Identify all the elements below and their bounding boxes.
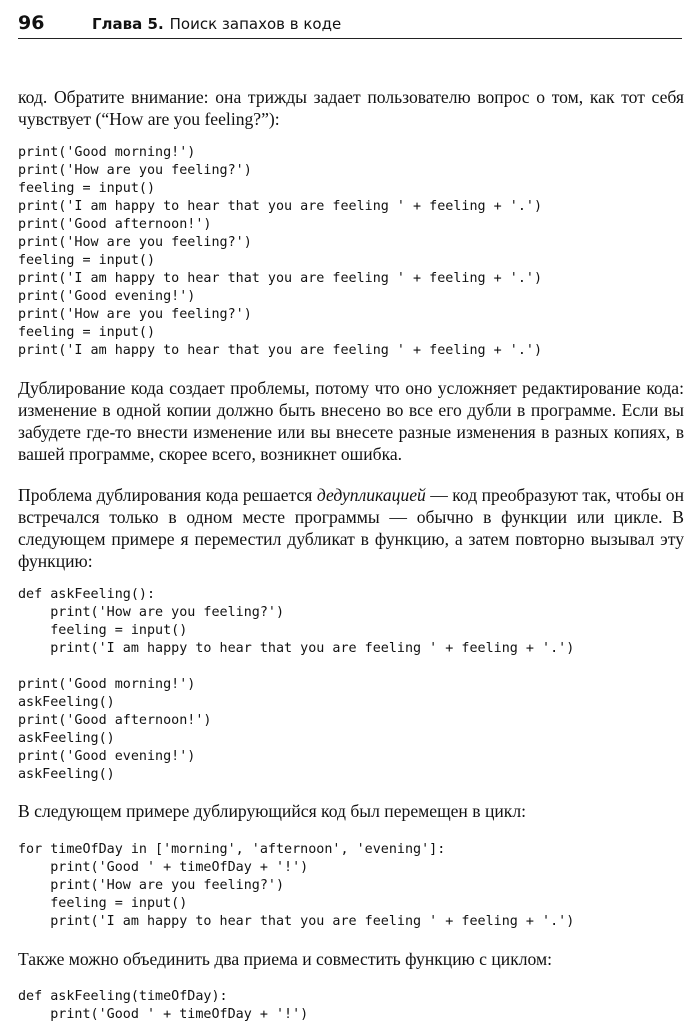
code-line: def askFeeling(timeOfDay): — [18, 989, 228, 1004]
code-line: print('Good afternoon!') — [18, 217, 212, 232]
chapter-title: Поиск запахов в коде — [169, 15, 342, 33]
dedup-text-after: — код преобразуют так, чтобы он встречался только в одном месте программы — обычно в функции или цикле. В следующем примере я переместил дубликат в функцию, а затем повторно вызывал эту функцию: — [18, 485, 684, 571]
code-block-duplicated — [18, 144, 684, 360]
code-line: print('Good evening!') — [18, 749, 196, 764]
intro-paragraph: код. Обратите внимание: она трижды задает пользователю вопрос о том, как тот себя чувствует (“How are you feeling?”): — [18, 87, 684, 129]
code-line: print('How are you feeling?') — [18, 163, 252, 178]
chapter-label: Глава 5. — [92, 15, 164, 33]
code-line: feeling = input() — [18, 253, 156, 268]
code-line: print('How are you feeling?') — [18, 605, 285, 620]
code-line: print('How are you feeling?') — [18, 235, 252, 250]
code-line: print('How are you feeling?') — [18, 307, 252, 322]
code-line: feeling = input() — [18, 896, 188, 911]
code-line: askFeeling() — [18, 767, 115, 782]
chapter-heading — [92, 15, 341, 33]
code-line: print('Good morning!') — [18, 677, 196, 692]
page-number: 96 — [18, 12, 45, 34]
code-line: feeling = input() — [18, 623, 188, 638]
dedup-text-before: Проблема дублирования кода решается — [18, 485, 317, 505]
running-header — [18, 12, 682, 39]
paragraph-duplication-problem: Дублирование кода создает проблемы, потому что оно усложняет редактирование кода: изменение в одной копии должно быть внесено во все его дубли в программе. Если вы забудете где-то внести изменение или вы внесете разные изменения в разных копиях, в вашей программе, скорее всего, возникнет ошибка. — [18, 378, 684, 464]
code-block-function — [18, 586, 684, 784]
code-line: print('I am happy to hear that you are feeling ' + feeling + '.') — [18, 271, 543, 286]
code-line: print('How are you feeling?') — [18, 878, 285, 893]
code-line: feeling = input() — [18, 325, 156, 340]
paragraph-loop: В следующем примере дублирующийся код был перемещен в цикл: — [18, 801, 527, 821]
code-line: print('I am happy to hear that you are feeling ' + feeling + '.') — [18, 199, 543, 214]
code-line: def askFeeling(): — [18, 587, 156, 602]
code-line: print('I am happy to hear that you are feeling ' + feeling + '.') — [18, 641, 575, 656]
code-line: print('Good ' + timeOfDay + '!') — [18, 1007, 309, 1022]
code-line — [18, 658, 684, 676]
code-line: feeling = input() — [18, 181, 156, 196]
paragraph-combine: Также можно объединить два приема и совместить функцию с циклом: — [18, 949, 553, 969]
code-line: print('I am happy to hear that you are feeling ' + feeling + '.') — [18, 343, 543, 358]
code-line: print('Good morning!') — [18, 145, 196, 160]
code-line: for timeOfDay in ['morning', 'afternoon', 'evening']: — [18, 842, 446, 857]
code-line: print('Good afternoon!') — [18, 713, 212, 728]
code-line: print('I am happy to hear that you are feeling ' + feeling + '.') — [18, 914, 575, 929]
dedup-term: дедупликацией — [316, 485, 426, 505]
code-block-combined — [18, 988, 684, 1024]
code-line: askFeeling() — [18, 731, 115, 746]
code-line: print('Good evening!') — [18, 289, 196, 304]
code-line: print('Good ' + timeOfDay + '!') — [18, 860, 309, 875]
code-block-loop — [18, 841, 684, 931]
code-line: askFeeling() — [18, 695, 115, 710]
paragraph-deduplication — [18, 484, 684, 572]
